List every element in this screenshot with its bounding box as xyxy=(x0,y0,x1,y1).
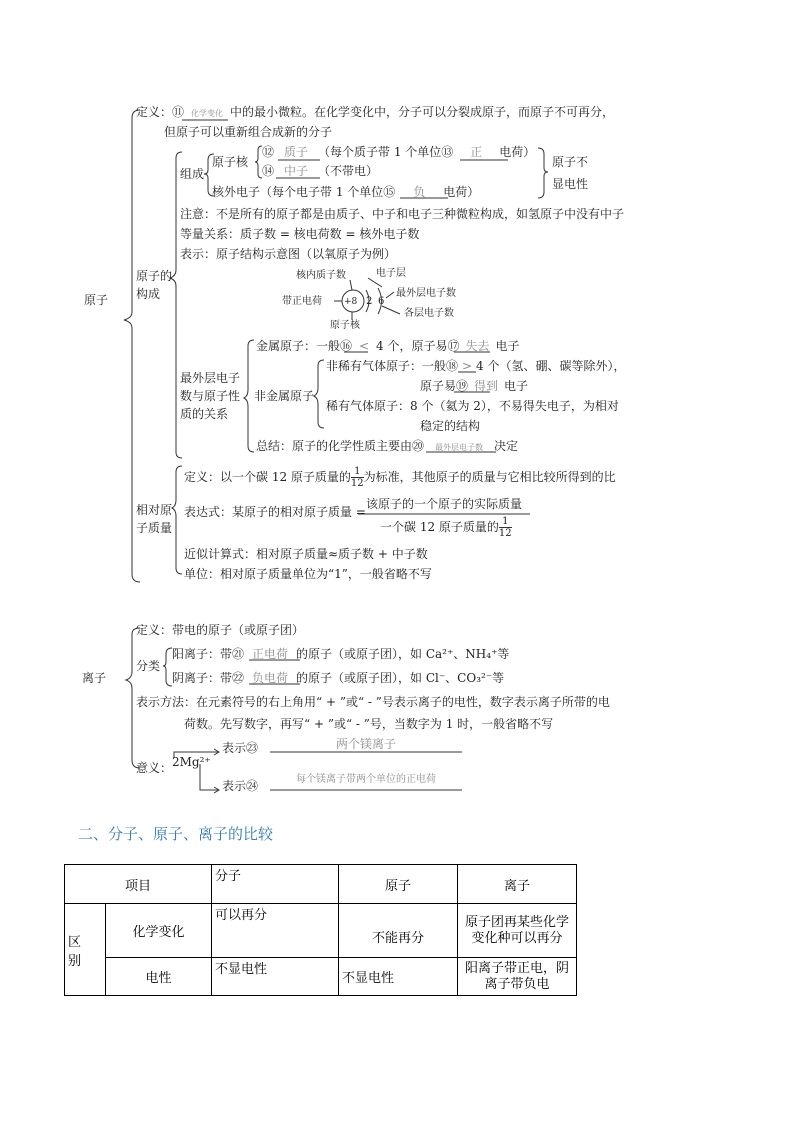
blank-20: 最外层电子数 xyxy=(435,443,484,452)
outer-label-3: 质的关系 xyxy=(180,407,229,421)
relmass-def: 定义：以一个碳 12 原子质量的 $\frac{1}{12}$ 为标准，其他原子的质量与它相比较所得到的比 xyxy=(184,466,616,489)
composition-label-1: 原子的 xyxy=(136,269,173,283)
ion-meaning-label: 意义： xyxy=(136,761,173,775)
row-chem-ion: 原子团再某些化学变化种可以再分 xyxy=(458,904,577,958)
rare-line2: 稳定的结构 xyxy=(420,419,481,433)
blank-21: 正电荷 xyxy=(252,647,289,661)
anion-line: 阴离子：带㉒ 负电荷 的原子（或原子团），如 Cl⁻、CO₃²⁻等 xyxy=(172,671,505,685)
blank-14: 中子 xyxy=(284,164,309,178)
blank-13: 正 xyxy=(470,145,483,159)
ion-repr-line2: 荷数。先写数字，再写“ + ”或“ - ”号，当数字为 1 时，一般省略不写 xyxy=(184,717,554,731)
summary-line: 总结：原子的化学性质主要由⑳ 最外层电子数 决定 xyxy=(256,438,518,456)
blank-12: 质子 xyxy=(284,145,309,159)
nonrare-line2: 原子易⑲ 得到 电子 xyxy=(420,379,529,393)
th-item: 项目 xyxy=(65,865,212,904)
composition-label-2: 构成 xyxy=(136,287,161,301)
atom-definition-line2: 但原子可以重新组合成新的分子 xyxy=(164,125,333,139)
nonmetal-label: 非金属原子 xyxy=(254,389,315,403)
row-chem-label: 化学变化 xyxy=(106,904,212,958)
diag-6: 6 xyxy=(378,296,385,307)
comparison-table xyxy=(64,864,577,996)
note-line: 注意：不是所有的原子都是由质子、中子和电子三种微粒构成，如氢原子中没有中子 xyxy=(180,207,625,221)
relmass-approx: 近似计算式：相对原子质量≈质子数 + 中子数 xyxy=(184,547,428,561)
blank-24: 每个镁离子带两个单位的正电荷 xyxy=(296,774,436,785)
diag-2: 2 xyxy=(366,296,373,307)
diag-shell: 电子层 xyxy=(376,268,406,279)
neutron-line: ⑭ 中子 （不带电） xyxy=(262,164,379,178)
blank-18: > xyxy=(461,359,473,373)
diag-plus8: +8 xyxy=(344,297,358,307)
blank-15: 负 xyxy=(413,185,426,199)
row-chem-molecule: 可以再分 xyxy=(212,904,339,958)
blank-11: 化学变化 xyxy=(191,109,224,118)
group-label: 区 别 xyxy=(65,904,106,996)
th-ion: 离子 xyxy=(458,865,577,904)
section-heading: 二、分子、原子、离子的比较 xyxy=(78,825,274,843)
rare-line: 稀有气体原子：8 个（氦为 2），不易得失电子，为相对 xyxy=(326,399,619,413)
blank-16: < xyxy=(358,339,370,353)
ion-class-label: 分类 xyxy=(136,659,161,673)
relmass-expr-den: 一个碳 12 原子质量的 $\frac{1}{12}$ xyxy=(380,516,512,539)
nucleus-label: 原子核 xyxy=(212,155,249,169)
diag-proton-count: 核内质子数 xyxy=(296,270,346,281)
row-charge-molecule: 不显电性 xyxy=(212,958,339,996)
outer-label-1: 最外层电子 xyxy=(180,371,241,385)
blank-23: 两个镁离子 xyxy=(335,737,396,751)
th-molecule: 分子 xyxy=(212,865,339,904)
row-charge-label: 电性 xyxy=(106,958,212,996)
equal-line: 等量关系：质子数 = 核电荷数 = 核外电子数 xyxy=(180,227,420,241)
neutral-label-1: 原子不 xyxy=(552,155,589,169)
diag-layer: 各层电子数 xyxy=(404,308,454,319)
relmass-label-1: 相对原 xyxy=(136,503,173,517)
row-charge-ion: 阳离子带正电，阴离子带负电 xyxy=(458,958,577,996)
proton-line: ⑫ 质子 （每个质子带 1 个单位⑬ 正 电荷） xyxy=(262,145,536,159)
neutral-label-2: 显电性 xyxy=(552,177,589,191)
meaning-23: 表示㉓ xyxy=(222,741,259,755)
blank-22: 负电荷 xyxy=(252,671,289,685)
metal-line: 金属原子：一般⑯ < 4 个，原子易⑰ 失去 电子 xyxy=(256,339,520,353)
diag-outer: 最外层电子数 xyxy=(396,288,456,299)
ion-def: 定义：带电的原子（或原子团） xyxy=(136,623,305,637)
relmass-expr-num: 该原子的一个原子的实际质量 xyxy=(366,497,523,511)
repr-line: 表示：原子结构示意图（以氧原子为例） xyxy=(180,247,397,261)
ion-formula: 2Mg²⁺ xyxy=(172,755,211,769)
th-atom: 原子 xyxy=(339,865,458,904)
diag-charge: 带正电荷 xyxy=(282,296,322,307)
meaning-24: 表示㉔ xyxy=(222,779,259,793)
ion-label: 离子 xyxy=(82,671,107,685)
blank-17: 失去 xyxy=(465,339,490,353)
relmass-label-2: 子质量 xyxy=(136,521,173,535)
relmass-unit: 单位：相对原子质量单位为“1”，一般省略不写 xyxy=(184,567,432,581)
nonrare-line: 非稀有气体原子：一般⑱ > 4 个（氢、硼、碳等除外）， xyxy=(326,359,626,373)
row-charge-atom: 不显电性 xyxy=(339,958,458,996)
blank-19: 得到 xyxy=(474,379,499,393)
atom-label: 原子 xyxy=(84,293,109,307)
zucheng-label: 组成 xyxy=(180,167,205,181)
outer-label-2: 数与原子性 xyxy=(180,389,241,403)
relmass-expr: 表达式：某原子的相对原子质量 = xyxy=(184,505,366,519)
diag-nucleus: 原子核 xyxy=(330,320,360,331)
atom-definition: 定义：⑪ 化学变化 中的最小微粒。在化学变化中，分子可以分裂成原子，而原子不可再分， xyxy=(136,104,614,122)
row-chem-atom: 不能再分 xyxy=(339,904,458,958)
ion-repr-line1: 表示方法：在元素符号的右上角用“ + ”或“ - ”号表示离子的电性，数字表示离子所带的电 xyxy=(136,695,610,709)
electron-line: 核外电子（每个电子带 1 个单位⑮ 负 电荷） xyxy=(212,185,480,199)
cation-line: 阳离子：带㉑ 正电荷 的原子（或原子团），如 Ca²⁺、NH₄⁺等 xyxy=(172,647,510,661)
